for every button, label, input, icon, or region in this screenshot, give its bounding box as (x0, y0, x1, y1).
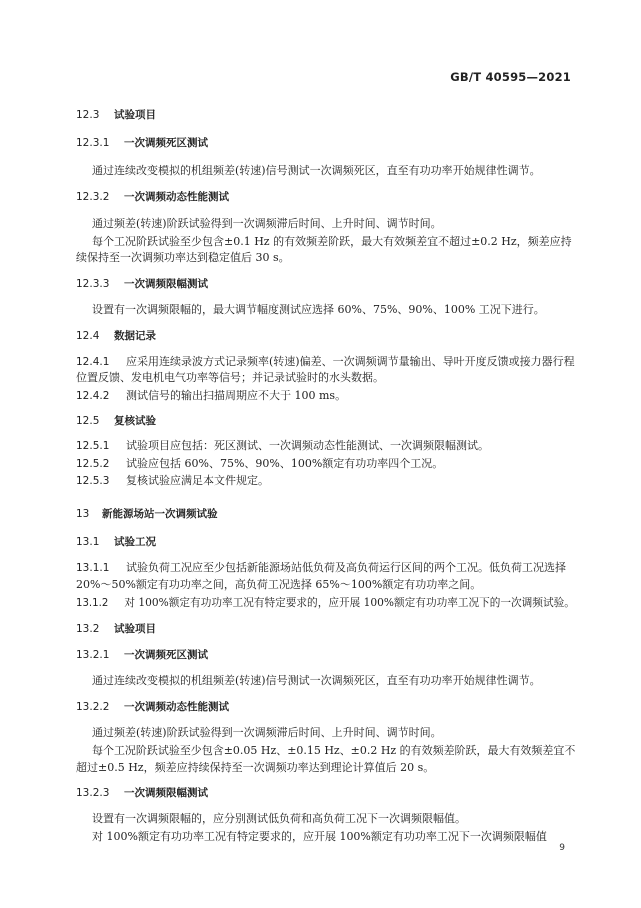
paragraph: 通过频差(转速)阶跃试验得到一次调频滞后时间、上升时间、调节时间。 (92, 726, 442, 739)
section-number: 12.3.2 (76, 191, 110, 203)
section-title: 一次调频动态性能测试 (124, 701, 229, 713)
section-title: 数据记录 (114, 330, 156, 342)
section-title: 一次调频限幅测试 (124, 278, 208, 290)
section-number: 13.2 (76, 623, 100, 635)
clause-text: 对 100%额定有功功率工况有特定要求的，应开展 100%额定有功功率工况下的一次调频试验。 (124, 596, 575, 609)
clause-text: 测试信号的输出扫描周期应不大于 100 ms。 (126, 389, 347, 402)
clause-number: 13.1.2 (76, 597, 109, 609)
clause-text: 试验应包括 60%、75%、90%、100%额定有功功率四个工况。 (126, 457, 444, 470)
section-title: 复核试验 (114, 415, 156, 427)
clause-13-1-1 (76, 561, 566, 575)
paragraph: 设置有一次调频限幅的，应分别测试低负荷和高负荷工况下一次调频限幅值。 (92, 812, 466, 825)
clause-number: 12.5.1 (76, 440, 110, 452)
clause-text: 应采用连续录波方式记录频率(转速)偏差、一次调频调节量输出、导叶开度反馈或接力器行程 (126, 355, 575, 368)
clause-12-5-3 (76, 474, 269, 488)
heading-13-2 (76, 622, 156, 636)
heading-12-5 (76, 414, 156, 428)
heading-12-3-1 (76, 136, 208, 150)
paragraph: 通过连续改变模拟的机组频差(转速)信号测试一次调频死区，直至有功功率开始规律性调节。 (92, 674, 541, 687)
section-title: 一次调频死区测试 (124, 649, 208, 661)
heading-13-1 (76, 535, 156, 549)
section-number: 12.3 (76, 109, 100, 121)
clause-12-4-2 (76, 389, 346, 403)
heading-13-2-1 (76, 648, 208, 662)
paragraph: 对 100%额定有功功率工况有特定要求的，应开展 100%额定有功功率工况下一次调频限幅值 (92, 830, 547, 843)
clause-text: 复核试验应满足本文件规定。 (126, 474, 269, 487)
heading-13-2-3 (76, 786, 208, 800)
section-title: 试验工况 (114, 536, 156, 548)
section-number: 12.3.3 (76, 278, 110, 290)
clause-12-5-1 (76, 439, 489, 453)
paragraph: 每个工况阶跃试验至少包含±0.1 Hz 的有效频差阶跃，最大有效频差宜不超过±0.2 Hz，频差应持 (92, 235, 572, 248)
clause-number: 12.5.2 (76, 458, 110, 470)
section-number: 12.3.1 (76, 137, 110, 149)
paragraph-continued: 续保持至一次调频功率达到稳定值后 30 s。 (76, 251, 290, 264)
section-number: 13.2.1 (76, 649, 110, 661)
section-number: 12.4 (76, 330, 100, 342)
paragraph: 通过频差(转速)阶跃试验得到一次调频滞后时间、上升时间、调节时间。 (92, 217, 442, 230)
clause-text: 试验项目应包括：死区测试、一次调频动态性能测试、一次调频限幅测试。 (126, 439, 489, 452)
section-title: 试验项目 (114, 623, 156, 635)
clause-number: 12.5.3 (76, 475, 110, 487)
page-number: 9 (559, 843, 565, 853)
paragraph: 通过连续改变模拟的机组频差(转速)信号测试一次调频死区，直至有功功率开始规律性调节。 (92, 164, 541, 177)
clause-continued: 位置反馈、发电机电气功率等信号；并记录试验时的水头数据。 (76, 371, 384, 384)
heading-12-3-3 (76, 277, 208, 291)
heading-12-4 (76, 329, 156, 343)
clause-number: 12.4.1 (76, 356, 110, 368)
paragraph: 每个工况阶跃试验至少包含±0.05 Hz、±0.15 Hz、±0.2 Hz 的有效频差阶跃，最大有效频差宜不 (92, 744, 576, 757)
section-title: 一次调频死区测试 (124, 137, 208, 149)
heading-13-2-2 (76, 700, 229, 714)
section-number: 13.1 (76, 536, 100, 548)
heading-13 (76, 507, 218, 521)
section-title: 一次调频限幅测试 (124, 787, 208, 799)
clause-text: 试验负荷工况应至少包括新能源场站低负荷及高负荷运行区间的两个工况。低负荷工况选择 (126, 561, 566, 574)
section-title: 新能源场站一次调频试验 (102, 508, 218, 520)
heading-12-3-2 (76, 190, 229, 204)
clause-12-4-1 (76, 355, 575, 369)
heading-12-3 (76, 108, 156, 122)
paragraph-continued: 超过±0.5 Hz，频差应持续保持至一次调频功率达到理论计算值后 20 s。 (76, 761, 435, 774)
clause-continued: 20%～50%额定有功功率之间，高负荷工况选择 65%～100%额定有功功率之间。 (76, 578, 482, 591)
section-number: 13.2.3 (76, 787, 110, 799)
clause-number: 13.1.1 (76, 562, 110, 574)
clause-12-5-2 (76, 457, 443, 471)
paragraph: 设置有一次调频限幅的，最大调节幅度测试应选择 60%、75%、90%、100% 工况下进行。 (92, 303, 545, 316)
section-number: 13 (76, 508, 90, 520)
section-title: 试验项目 (114, 109, 156, 121)
section-number: 12.5 (76, 415, 100, 427)
clause-number: 12.4.2 (76, 390, 110, 402)
standard-code: GB/T 40595—2021 (450, 70, 571, 84)
clause-13-1-2 (76, 596, 575, 610)
section-title: 一次调频动态性能测试 (124, 191, 229, 203)
section-number: 13.2.2 (76, 701, 110, 713)
